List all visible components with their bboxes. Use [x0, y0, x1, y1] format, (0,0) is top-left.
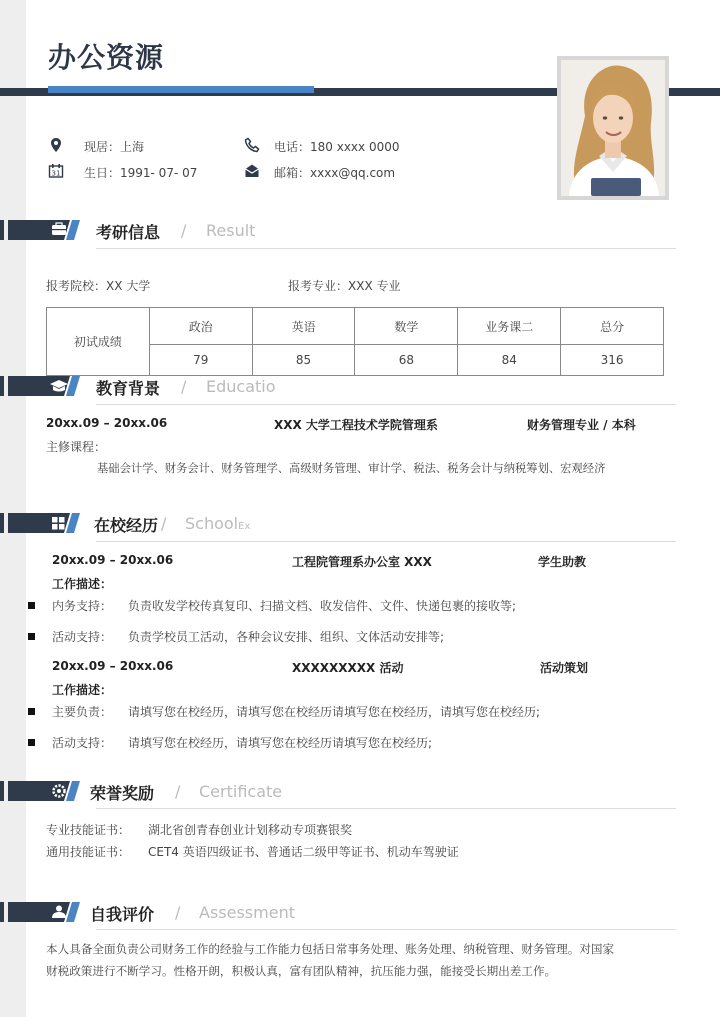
- bullet-marker: [28, 739, 35, 746]
- self-eval-line-2: 财税政策进行不断学习。性格开朗，积极认真，富有团队精神，抗压能力强，能接受长期出差工作。: [46, 964, 557, 978]
- campus-entry-period: 20xx.09 – 20xx.06: [52, 553, 174, 567]
- birthday-text: 生日：1991- 07- 07: [84, 166, 198, 180]
- education-period: 20xx.09 – 20xx.06: [46, 416, 168, 430]
- self-section-separator: /: [175, 903, 181, 922]
- campus-item-text: 请填写您在校经历，请填写您在校经历请填写您在校经历;: [128, 736, 433, 750]
- campus-entry-role: 活动策划: [540, 661, 589, 675]
- phone-text: 电话：180 xxxx 0000: [274, 140, 400, 154]
- campus-entry-desc-label: 工作描述：: [52, 577, 113, 591]
- campus-item-text: 请填写您在校经历，请填写您在校经历请填写您在校经历，请填写您在校经历;: [128, 705, 541, 719]
- table-cell: 68: [355, 345, 458, 376]
- campus-item-label: 活动支持：: [52, 736, 113, 750]
- table-cell: 84: [458, 345, 561, 376]
- exam-section-title: 考研信息: [96, 223, 161, 242]
- courses-label: 主修课程：: [46, 440, 107, 454]
- target-school: 报考院校：XX 大学: [46, 279, 151, 293]
- campus-section-band: [0, 513, 80, 533]
- campus-en-main: School: [185, 514, 239, 533]
- campus-item-label: 内务支持：: [52, 599, 113, 613]
- honors-section-separator: /: [175, 782, 181, 801]
- bullet-marker: [28, 602, 35, 609]
- portrait-illustration: [561, 60, 665, 196]
- location-pin-icon: [48, 137, 64, 153]
- table-cell: 316: [561, 345, 664, 376]
- campus-section-title: 在校经历: [94, 516, 159, 535]
- bullet-marker: [28, 633, 35, 640]
- honors-section-band: [0, 781, 80, 801]
- table-cell: 79: [149, 345, 252, 376]
- education-section-separator: /: [181, 377, 187, 396]
- campus-section-separator: /: [161, 514, 167, 533]
- table-header-cell: 总分: [561, 308, 664, 345]
- campus-entry-org: 工程院管理系办公室 XXX: [292, 555, 432, 569]
- campus-entry-role: 学生助教: [538, 555, 587, 569]
- education-section-english: Educatio: [206, 377, 276, 396]
- self-eval-line-1: 本人具备全面负责公司财务工作的经验与工作能力包括日常事务处理、账务处理、纳税管理、财务管理。对国家: [46, 942, 615, 956]
- location-text: 现居：上海: [84, 140, 145, 154]
- campus-item-text: 负责学校员工活动，各种会议安排、组织、文体活动安排等;: [128, 630, 445, 644]
- campus-section-english: [185, 514, 250, 533]
- exam-section-band: [0, 220, 80, 240]
- score-row-label: 初试成绩: [47, 308, 150, 376]
- profile-photo: [561, 60, 665, 196]
- exam-score-table: [46, 307, 664, 376]
- resume-title: 办公资源: [48, 41, 165, 74]
- campus-section-divider: [96, 541, 676, 542]
- campus-entry-period: 20xx.09 – 20xx.06: [52, 659, 174, 673]
- honor-label: 通用技能证书：: [46, 845, 131, 859]
- exam-section-divider: [96, 248, 676, 249]
- table-header-cell: 数学: [355, 308, 458, 345]
- honors-section-divider: [96, 808, 676, 809]
- education-school: XXX 大学工程技术学院管理系: [274, 418, 438, 432]
- table-header-cell: 英语: [252, 308, 355, 345]
- education-section-title: 教育背景: [96, 379, 161, 398]
- phone-icon: [244, 137, 260, 153]
- table-header-cell: 政治: [149, 308, 252, 345]
- header-rule-accent: [48, 86, 314, 93]
- exam-section-english: Result: [206, 221, 256, 240]
- campus-en-sub: Ex: [238, 521, 251, 532]
- table-cell: 85: [252, 345, 355, 376]
- campus-item-text: 负责收发学校传真复印、扫描文档、收发信件、文件、快递包裹的接收等;: [128, 599, 517, 613]
- bullet-marker: [28, 708, 35, 715]
- courses-text: 基础会计学、财务会计、财务管理学、高级财务管理、审计学、税法、税务会计与纳税筹划、宏观经济: [97, 462, 606, 475]
- education-degree: 财务管理专业 / 本科: [527, 418, 636, 432]
- table-header-cell: 业务课二: [458, 308, 561, 345]
- svg-text:31: 31: [51, 169, 61, 178]
- campus-item-label: 主要负责：: [52, 705, 113, 719]
- self-section-band: [0, 902, 80, 922]
- campus-item-label: 活动支持：: [52, 630, 113, 644]
- honors-section-title: 荣誉奖励: [90, 784, 155, 803]
- exam-section-separator: /: [181, 221, 187, 240]
- education-section-divider: [96, 404, 676, 405]
- campus-entry-desc-label: 工作描述：: [52, 683, 113, 697]
- honor-text: 湖北省创青春创业计划移动专项赛银奖: [148, 823, 353, 837]
- target-major: 报考专业：XXX 专业: [288, 279, 401, 293]
- education-section-band: [0, 376, 80, 396]
- email-text: 邮箱：xxxx@qq.com: [274, 166, 396, 180]
- self-section-english: Assessment: [199, 903, 295, 922]
- mail-icon: [244, 163, 260, 179]
- honor-label: 专业技能证书：: [46, 823, 131, 837]
- honor-text: CET4 英语四级证书、普通话二级甲等证书、机动车驾驶证: [148, 845, 459, 859]
- calendar-icon: [48, 163, 64, 179]
- campus-entry-org: XXXXXXXXX 活动: [292, 661, 404, 675]
- self-section-title: 自我评价: [90, 905, 155, 924]
- left-margin-strip: [0, 0, 26, 1017]
- self-section-divider: [96, 929, 676, 930]
- table-row: [47, 308, 664, 345]
- honors-section-english: Certificate: [199, 782, 283, 801]
